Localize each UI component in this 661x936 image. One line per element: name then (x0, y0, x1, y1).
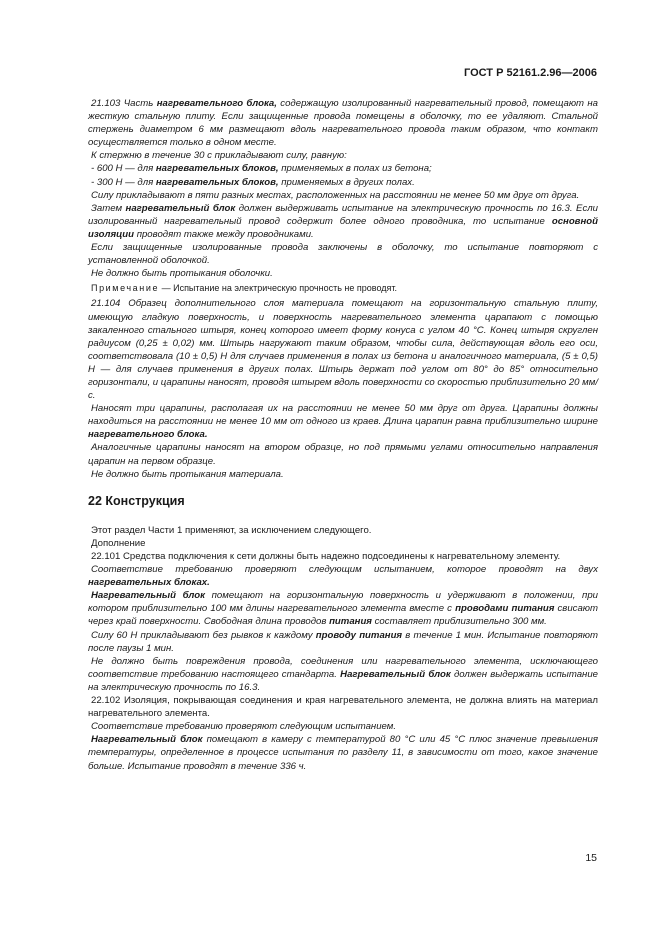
paragraph (88, 655, 598, 694)
text-run: Соответствие требованию проверяют следующим испытанием. (91, 721, 397, 733)
bold-term: проводами питания (455, 603, 555, 615)
bold-term: нагревательный блок (125, 202, 236, 214)
text-run: - 600 Н — для (91, 163, 156, 175)
text-run: применяемых в полах из бетона; (278, 163, 432, 175)
note-text: — Испытание на электрическую прочность не проводят. (159, 283, 398, 294)
text-run: Не должно быть протыкания оболочки. (91, 268, 273, 280)
section-title: 22 Конструкция (88, 493, 185, 508)
text-run: Силу прикладывают в пяти разных местах, расположенных на расстоянии не менее 50 мм друг от друга. (91, 189, 580, 201)
text-run: составляет приблизительно 300 мм. (371, 616, 547, 628)
bold-term: основной изоляции (88, 215, 598, 240)
paragraph (88, 297, 598, 402)
note-label: Примечание (91, 283, 160, 294)
text-run: Силу 60 Н прикладывают без рывков к каждому (91, 629, 316, 641)
paragraph (88, 97, 598, 149)
paragraph (88, 720, 598, 733)
bold-term: Нагревательный блок (91, 590, 205, 602)
bold-term: нагревательного блока. (88, 429, 208, 441)
bold-term: нагревательного блока, (156, 98, 277, 109)
bold-term: Нагревательный блок (91, 734, 203, 746)
page-number: 15 (585, 852, 597, 864)
text-run: Если защищенные изолированные провода заключены в оболочку, то испытание повторяют с установленной оболочкой. (88, 242, 598, 267)
text-run: проводят также между проводниками. (134, 228, 314, 240)
text-run: содержащую изолированный нагревательный провод, помещают на жесткую стальную плиту. Если защищенные провода помещены в оболочку, то ее удаляют. Стальной стержень диаметром 6 мм размещают вдоль нагревательного провода таким образом, что контакт осуществляется только в одном месте. (88, 98, 599, 149)
text-run: Затем (91, 202, 126, 214)
text-run: помещают на горизонтальную поверхность и удерживают в положении, при котором приблизительно 100 мм длины нагревательного элемента вместе с (88, 590, 598, 615)
text-run: помещают в камеру с температурой 80 °С или 45 °С плюс значение превышения температуры, определенное в процессе испытания по разделу 11, в зависимости от того, какое значение больше. Испытание проводят в течение 336 ч. (88, 734, 598, 772)
paragraph (88, 468, 598, 481)
text-run: 22.102 Изоляция, покрывающая соединения и края нагревательного элемента, не должна влиять на материал нагревательного элемента. (88, 695, 598, 720)
text-run: Дополнение (91, 537, 146, 549)
paragraph (88, 694, 598, 720)
paragraph (88, 733, 598, 772)
paragraph (88, 537, 598, 550)
paragraph (88, 189, 598, 202)
bold-term: нагревательных блоков, (155, 163, 279, 175)
text-run: 21.104 Образец дополнительного слоя материала помещают на горизонтальную стальную плиту, имеющую гладкую поверхность, и поверхность нагревательного элемента царапают с помощью закаленного стального штыря, конец которого имеет форму конуса с углом 40 °С. Конец штыря скруглен радиусом (0,25 ± 0,02) мм. Штырь нагружают таким образом, чтобы сила, действующая вдоль его оси, соответствовала (10 ± 0,5) Н для случаев применения в полах из бетона и аналогичного материала, (5 ± 0,5) Н — для случаев применения в других полах. Штырь держат под углом от 80° до 85° относительно горизонтали, и царапины наносят, проводя штырем вдоль поверхности со скоростью приблизительно 20 мм/с. (88, 298, 598, 402)
text-run: Часть (123, 98, 157, 109)
bold-term: проводу питания (315, 629, 403, 641)
bold-term: питания (329, 616, 372, 628)
paragraph (88, 629, 598, 655)
paragraph (88, 176, 598, 189)
text-run: Аналогичные царапины наносят на втором образце, но под прямыми углами относительно направления царапин на первом образце. (88, 442, 598, 467)
text-run: Не должно быть протыкания материала. (91, 468, 284, 480)
text-run: - 300 Н — для (91, 176, 156, 188)
text-run: должен выдерживать испытание на электрическую прочность по 16.3. Если изолированный нагревательный провод содержит более одного проводника, то испытание (88, 202, 598, 227)
clause-21-text (88, 97, 598, 481)
bold-term: нагревательных блоках. (88, 577, 210, 589)
paragraph (88, 524, 598, 537)
paragraph (88, 162, 598, 175)
paragraph (88, 282, 598, 295)
document-header: ГОСТ Р 52161.2.96—2006 (463, 67, 597, 79)
text-run: 21.103 (91, 98, 124, 109)
paragraph (88, 441, 598, 467)
paragraph (88, 267, 598, 280)
bold-term: нагревательных блоков, (155, 176, 279, 188)
paragraph (88, 149, 598, 162)
clause-22-text (88, 524, 598, 773)
paragraph (88, 563, 598, 589)
text-run: применяемых в других полах. (278, 176, 415, 188)
text-run: в течение 1 мин. Испытание повторяют после паузы 1 мин. (88, 629, 598, 654)
text-run: Наносят три царапины, располагая их на расстоянии не менее 50 мм друг от друга. Царапины должны находиться на расстоянии не менее 10 мм от одного из краев. Длина царапин равна приблизительно ширине (88, 403, 598, 428)
bold-term: Нагревательный блок (340, 668, 451, 680)
paragraph (88, 589, 598, 628)
page-body (88, 97, 598, 773)
text-run: свисают через край поверхности. Свободная длина проводов (88, 603, 598, 628)
text-run: должен выдержать испытание на электрическую прочность по 16.3. (88, 668, 598, 693)
text-run: Этот раздел Части 1 применяют, за исключением следующего. (91, 524, 372, 536)
text-run: Соответствие требованию проверяют следующим испытанием, которое проводят на двух (91, 564, 598, 576)
paragraph (88, 241, 598, 267)
text-run: 22.101 Средства подключения к сети должны быть надежно подсоединены к нагревательному элементу. (91, 551, 561, 562)
paragraph (88, 550, 598, 563)
paragraph (88, 202, 598, 241)
text-run: К стержню в течение 30 с прикладывают силу, равную: (91, 150, 347, 162)
paragraph (88, 402, 598, 441)
text-run: Не должно быть повреждения провода, соединения или нагревательного элемента, исключающего соответствие требованию настоящего стандарта. (88, 655, 598, 680)
